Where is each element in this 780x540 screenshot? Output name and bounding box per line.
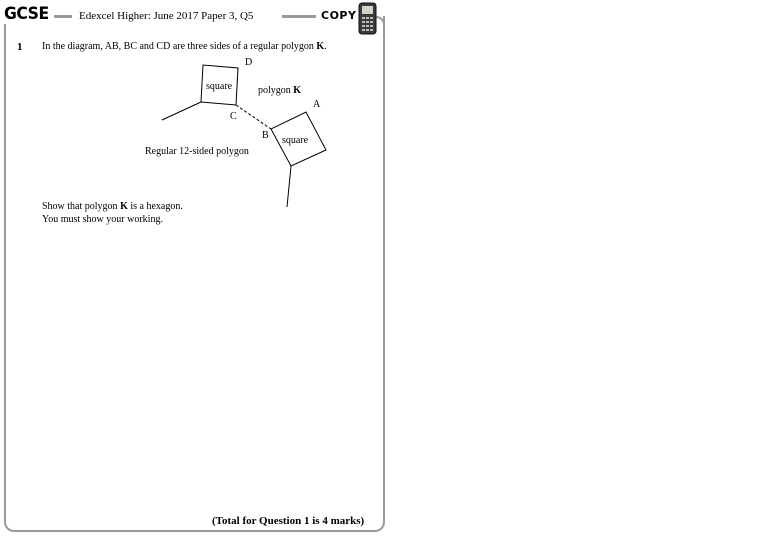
vertex-label-d: D (245, 57, 253, 68)
question-text: In the diagram, AB, BC and CD are three sides of a regular polygon K. (42, 41, 327, 52)
dodecagon-label: Regular 12-sided polygon (145, 146, 249, 157)
calculator-icon (358, 2, 378, 36)
instruction-line-1: Show that polygon K is a hexagon. (42, 201, 183, 212)
polygon-diagram (140, 50, 340, 210)
vertex-label-a: A (313, 99, 321, 110)
header-rule (54, 15, 72, 18)
square-label-upper: square (206, 81, 233, 92)
question-number: 1 (17, 41, 23, 53)
side-bc (236, 105, 271, 129)
dodecagon-side-bottom (287, 166, 291, 207)
square-label-lower: square (282, 135, 309, 146)
dodecagon-side-left (162, 102, 201, 120)
header-rule (282, 15, 316, 18)
brand-logo: GCSE (4, 4, 49, 24)
vertex-label-b: B (262, 130, 269, 141)
polygon-k-label: polygon K (258, 85, 302, 96)
paper-title: Edexcel Higher: June 2017 Paper 3, Q5 (79, 10, 254, 22)
instruction-line-2: You must show your working. (42, 214, 163, 225)
vertex-label-c: C (230, 111, 237, 122)
total-marks: (Total for Question 1 is 4 marks) (212, 515, 365, 527)
copy-label: COPY (321, 9, 357, 22)
